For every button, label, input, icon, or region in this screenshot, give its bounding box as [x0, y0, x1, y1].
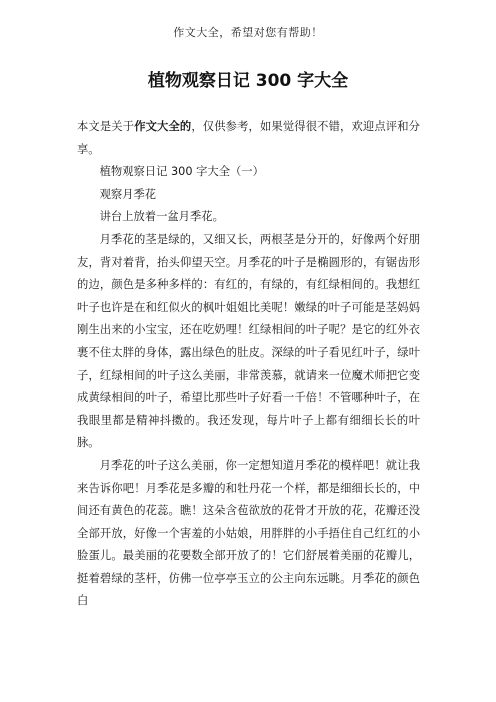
- paragraph: 月季花的叶子这么美丽，你一定想知道月季花的模样吧！就让我来告诉你吧！月季花是多瓣的和牡丹花一个样，都是细细长长的，中间还有黄色的花蕊。瞧！这朵含苞欲放的花骨才开放的花，花瓣还没全部开放，好像一个害羞的小姑娘，用胖胖的小手捂住自己红红的小脸蛋儿。最美丽的花要数全部开放了的！它们舒展着美丽的花瓣儿，挺着碧绿的茎杆，仿佛一位亭亭玉立的公主向东远眺。月季花的颜色白: [77, 458, 420, 608]
- subtitle: 观察月季花: [99, 187, 157, 201]
- paragraph: 月季花的茎是绿的，又细又长，两根茎是分开的，好像两个好朋友，背对着背，抬头仰望天空。月季花的叶子是椭圆形的，有锯齿形的边，颜色是多种多样的：有红的，有绿的，有红绿相间的。我想红叶子也许是在和红似火的枫叶姐姐比美呢！嫩绿的叶子可能是茎妈妈刚生出来的小宝宝，还在吃奶哩！红绿相间的叶子呢？是它的红外衣裹不住太胖的身体，露出绿色的肚皮。深绿的叶子看见红叶子，绿叶子，红绿相间的叶子这么美丽，非常羡慕，就请来一位魔术师把它变成黄绿相间的叶子，希望比那些叶子好看一千倍！不管哪种叶子，在我眼里都是精神抖擞的。我还发现，每片叶子上都有细细长长的叶脉。: [77, 232, 420, 450]
- paragraph: 讲台上放着一盆月季花。: [99, 210, 224, 224]
- intro-text-before: 本文是关于: [77, 120, 135, 133]
- page-title: 植物观察日记 300 字大全: [147, 71, 349, 91]
- section-heading: 植物观察日记 300 字大全（一）: [99, 165, 264, 179]
- intro-text-after: ，仅供参考，如果觉得很不错，欢迎点评和分享。: [77, 120, 420, 156]
- article-body: [77, 116, 420, 613]
- header-note: 作文大全，希望对您有帮助！: [173, 26, 323, 39]
- intro-text-bold: 作文大全的: [134, 120, 192, 133]
- intro-paragraph: [77, 116, 420, 161]
